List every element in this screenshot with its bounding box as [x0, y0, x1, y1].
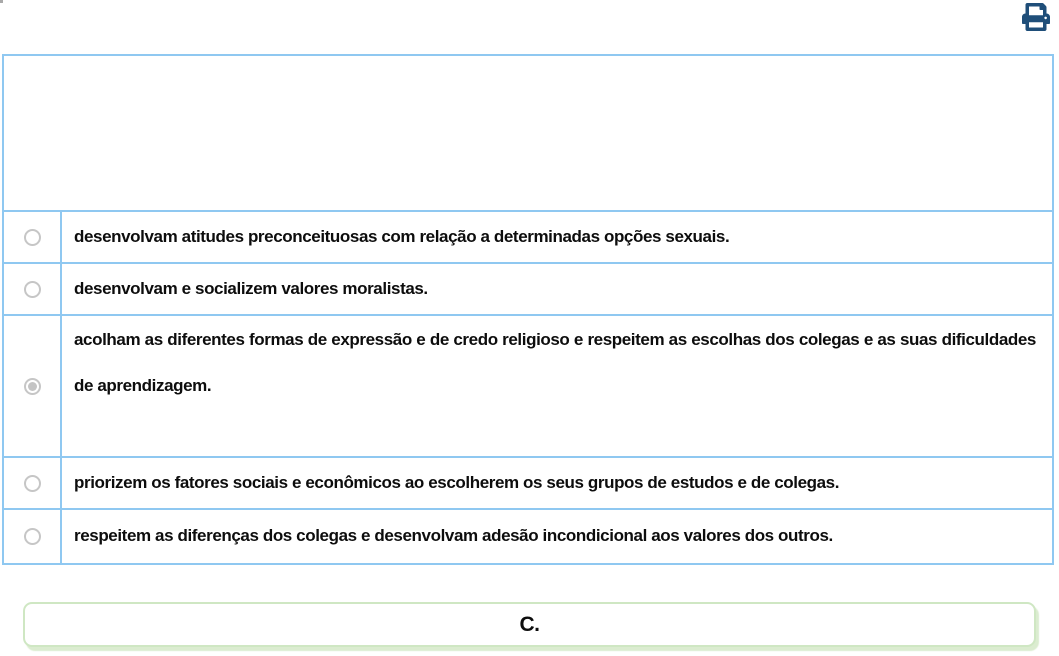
option-row[interactable] — [4, 508, 1052, 563]
option-text-cell — [62, 264, 1052, 314]
option-text: respeitem as diferenças dos colegas e desenvolvam adesão incondicional aos valores dos outros. — [74, 526, 833, 546]
option-text-cell — [62, 510, 1052, 563]
options-list — [4, 210, 1052, 563]
answer-box — [23, 602, 1036, 647]
option-row[interactable] — [4, 456, 1052, 508]
printer-icon — [1021, 3, 1053, 31]
option-text: priorizem os fatores sociais e econômicos ao escolherem os seus grupos de estudos e de colegas. — [74, 472, 840, 492]
print-button[interactable] — [1021, 2, 1053, 32]
radio-cell — [4, 316, 62, 456]
answer-label: C. — [519, 612, 540, 636]
radio-cell — [4, 212, 62, 262]
radio-button[interactable] — [24, 528, 41, 545]
radio-button[interactable] — [24, 281, 41, 298]
question-statement — [4, 56, 1052, 210]
screen-artifact-dot — [0, 0, 3, 3]
radio-cell — [4, 510, 62, 563]
radio-cell — [4, 264, 62, 314]
option-row[interactable] — [4, 262, 1052, 314]
option-row[interactable] — [4, 210, 1052, 262]
option-text-cell — [62, 458, 1052, 508]
radio-button[interactable] — [24, 229, 41, 246]
option-text-cell — [62, 316, 1052, 456]
option-text: acolham as diferentes formas de expressão e de credo religioso e respeitem as escolhas dos colegas e as suas dificuldades de aprendizagem. — [74, 330, 1036, 395]
option-text: desenvolvam atitudes preconceituosas com relação a determinadas opções sexuais. — [74, 226, 730, 246]
radio-cell — [4, 458, 62, 508]
radio-button[interactable] — [24, 475, 41, 492]
option-text: desenvolvam e socializem valores moralistas. — [74, 278, 428, 298]
option-row[interactable] — [4, 314, 1052, 456]
question-table — [2, 54, 1054, 565]
radio-button[interactable] — [24, 378, 41, 395]
option-text-cell — [62, 212, 1052, 262]
